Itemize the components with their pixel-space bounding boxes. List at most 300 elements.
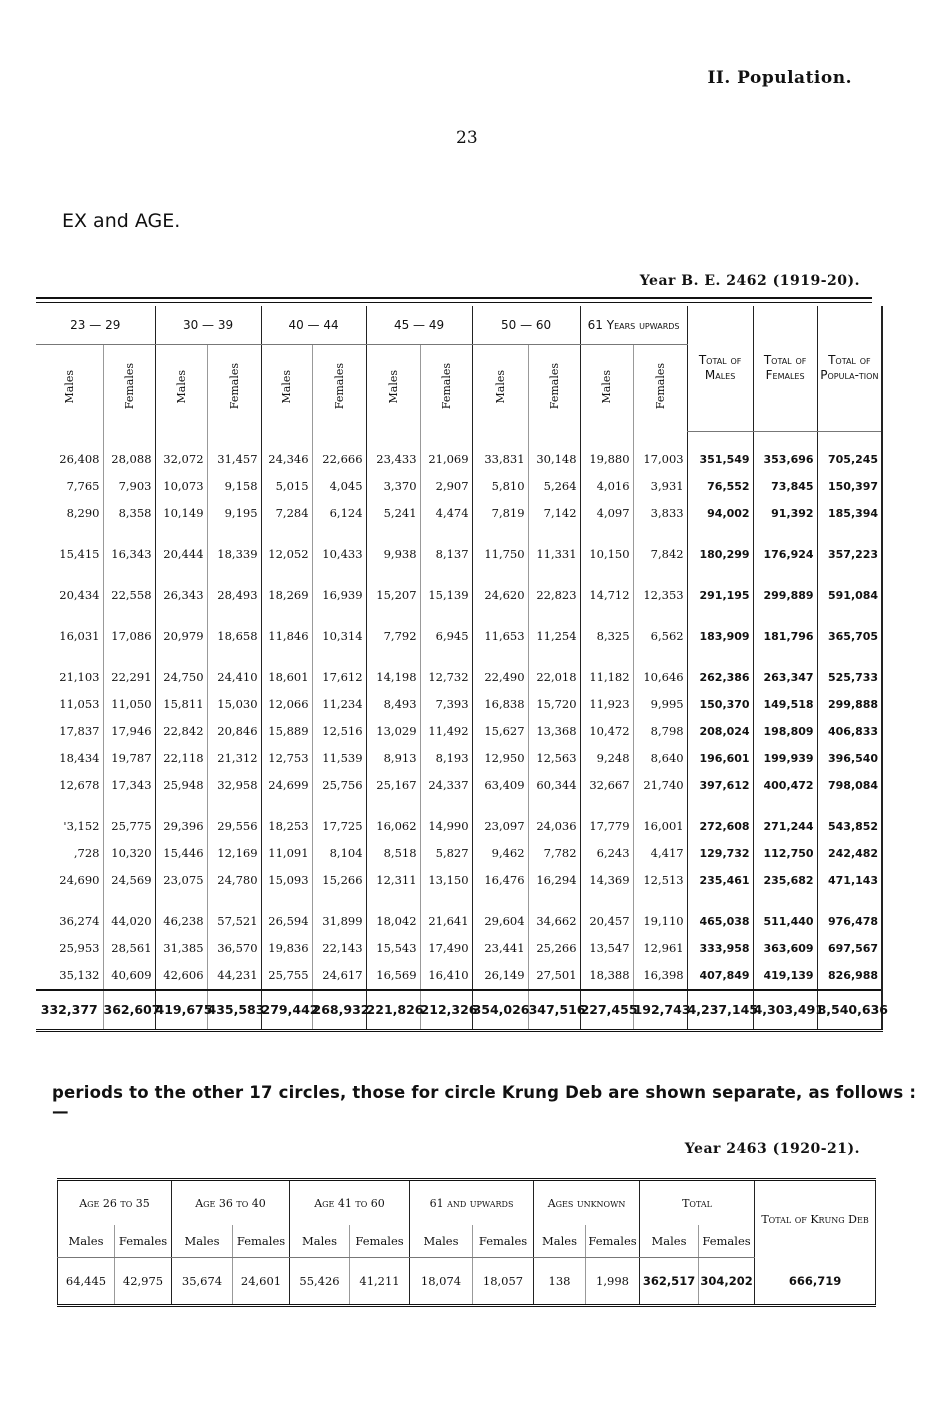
- table-cell: 10,320: [103, 840, 155, 867]
- females-header: Females: [122, 363, 136, 410]
- table-cell: 4,016: [580, 473, 633, 500]
- table-cell: 183,909: [687, 609, 753, 650]
- table-cell: 18,434: [36, 745, 103, 772]
- grand-total-cell: 435,583: [207, 990, 261, 1031]
- table-cell: 18,601: [261, 650, 312, 691]
- table-cell: 36,274: [36, 894, 103, 935]
- table-cell: '3,152: [36, 799, 103, 840]
- table-cell: 181,796: [753, 609, 817, 650]
- table-cell: 12,950: [472, 745, 528, 772]
- table-cell: 76,552: [687, 473, 753, 500]
- table-cell: 6,243: [580, 840, 633, 867]
- table-cell: 10,433: [312, 527, 366, 568]
- table-cell: 15,415: [36, 527, 103, 568]
- table-cell: 9,248: [580, 745, 633, 772]
- table-cell: 23,441: [472, 935, 528, 962]
- age-group-header: 61 Years upwards: [580, 306, 687, 345]
- age-61-up-header: 61 and upwards: [410, 1180, 534, 1226]
- table-cell: 400,472: [753, 772, 817, 799]
- table-cell: 8,325: [580, 609, 633, 650]
- table-cell: 20,434: [36, 568, 103, 609]
- table-cell: 18,388: [580, 962, 633, 990]
- table-row: [36, 473, 882, 500]
- table-cell: 291,195: [687, 568, 753, 609]
- total-population-header: Total of Popula-tion: [817, 306, 882, 431]
- table-cell: 12,563: [528, 745, 580, 772]
- table1-body: [36, 431, 888, 1030]
- table-cell: 24,780: [207, 867, 261, 894]
- table-cell: 363,609: [753, 935, 817, 962]
- table-cell: 13,368: [528, 718, 580, 745]
- table-cell: 199,939: [753, 745, 817, 772]
- table-cell: 272,608: [687, 799, 753, 840]
- table-cell: 19,787: [103, 745, 155, 772]
- value-cell: 42,975: [115, 1258, 172, 1306]
- table-cell: 12,066: [261, 691, 312, 718]
- table-cell: 365,705: [817, 609, 882, 650]
- grand-total-cell: 4,303,491: [753, 990, 817, 1031]
- table-cell: 35,132: [36, 962, 103, 990]
- table-cell: 31,457: [207, 431, 261, 473]
- table-cell: 4,097: [580, 500, 633, 527]
- table-cell: 11,923: [580, 691, 633, 718]
- table-cell: 826,988: [817, 962, 882, 990]
- table-cell: 17,490: [420, 935, 472, 962]
- table-cell: 17,725: [312, 799, 366, 840]
- table-cell: 17,946: [103, 718, 155, 745]
- table-cell: 22,490: [472, 650, 528, 691]
- table-cell: 21,103: [36, 650, 103, 691]
- table-cell: 7,842: [633, 527, 687, 568]
- males-header: Males: [600, 369, 614, 404]
- page-number: 23: [456, 128, 478, 148]
- table-cell: 27,501: [528, 962, 580, 990]
- grand-total-cell: 4,237,145: [687, 990, 753, 1031]
- table-row: [36, 718, 882, 745]
- table-cell: 129,732: [687, 840, 753, 867]
- value-cell: 1,998: [586, 1258, 640, 1306]
- table-cell: 3,370: [366, 473, 420, 500]
- table-cell: 697,567: [817, 935, 882, 962]
- table-cell: 2,907: [420, 473, 472, 500]
- females-header: Females: [227, 363, 241, 410]
- table-cell: 94,002: [687, 500, 753, 527]
- males-header: Males: [386, 369, 400, 404]
- table-row: [36, 799, 882, 840]
- table-cell: 511,440: [753, 894, 817, 935]
- table-cell: 16,410: [420, 962, 472, 990]
- table-cell: 8,798: [633, 718, 687, 745]
- table-cell: 6,124: [312, 500, 366, 527]
- value-cell: 138: [534, 1258, 586, 1306]
- table-cell: 20,457: [580, 894, 633, 935]
- males-subheader: Males: [410, 1225, 473, 1258]
- table-cell: 17,343: [103, 772, 155, 799]
- males-subheader: Males: [58, 1225, 115, 1258]
- table-cell: 5,015: [261, 473, 312, 500]
- table-cell: 7,782: [528, 840, 580, 867]
- table-cell: 12,311: [366, 867, 420, 894]
- table-row: [36, 867, 882, 894]
- table-cell: 19,880: [580, 431, 633, 473]
- table-cell: 16,569: [366, 962, 420, 990]
- table-cell: 262,386: [687, 650, 753, 691]
- table-cell: 23,097: [472, 799, 528, 840]
- table-cell: 4,474: [420, 500, 472, 527]
- age-group-header: 45 — 49: [366, 306, 472, 345]
- table-cell: 11,091: [261, 840, 312, 867]
- females-header: Females: [439, 363, 453, 410]
- table-cell: 21,069: [420, 431, 472, 473]
- table-cell: 396,540: [817, 745, 882, 772]
- table-cell: 6,562: [633, 609, 687, 650]
- table-row: [36, 894, 882, 935]
- table-cell: 20,979: [155, 609, 207, 650]
- table-cell: 28,493: [207, 568, 261, 609]
- table-cell: 57,521: [207, 894, 261, 935]
- age-41-60-header: Age 41 to 60: [290, 1180, 410, 1226]
- table-cell: 17,086: [103, 609, 155, 650]
- table-row: [36, 935, 882, 962]
- table-cell: 465,038: [687, 894, 753, 935]
- table-cell: 24,620: [472, 568, 528, 609]
- table-cell: 24,699: [261, 772, 312, 799]
- table-cell: 30,148: [528, 431, 580, 473]
- table-cell: 8,290: [36, 500, 103, 527]
- age-group-header: 30 — 39: [155, 306, 261, 345]
- table-cell: 798,084: [817, 772, 882, 799]
- females-subheader: Females: [115, 1225, 172, 1258]
- table-cell: 25,756: [312, 772, 366, 799]
- table-cell: 32,667: [580, 772, 633, 799]
- table-cell: 26,343: [155, 568, 207, 609]
- table-cell: 29,556: [207, 799, 261, 840]
- table1-top-rule: [36, 297, 872, 299]
- table-cell: 7,393: [420, 691, 472, 718]
- table-row: [36, 568, 882, 609]
- table-cell: 14,712: [580, 568, 633, 609]
- table-cell: 60,344: [528, 772, 580, 799]
- table-cell: 10,149: [155, 500, 207, 527]
- table-cell: 149,518: [753, 691, 817, 718]
- value-cell: 55,426: [290, 1258, 350, 1306]
- table-cell: 24,337: [420, 772, 472, 799]
- table-row: [36, 650, 882, 691]
- table-cell: 299,888: [817, 691, 882, 718]
- table-cell: 208,024: [687, 718, 753, 745]
- table-cell: 150,370: [687, 691, 753, 718]
- table-cell: 24,036: [528, 799, 580, 840]
- table-cell: 25,167: [366, 772, 420, 799]
- grand-total-cell: 221,826: [366, 990, 420, 1031]
- females-subheader: Females: [473, 1225, 534, 1258]
- total-males-cell: 362,517: [640, 1258, 699, 1306]
- males-subheader: Males: [640, 1225, 699, 1258]
- table-cell: 12,516: [312, 718, 366, 745]
- table-cell: 34,662: [528, 894, 580, 935]
- females-header: Females: [547, 363, 561, 410]
- table-cell: 16,398: [633, 962, 687, 990]
- table-cell: 397,612: [687, 772, 753, 799]
- grand-total-cell: 354,026: [472, 990, 528, 1031]
- table-cell: 15,889: [261, 718, 312, 745]
- table-row: [36, 609, 882, 650]
- table-cell: 9,938: [366, 527, 420, 568]
- table-cell: 11,492: [420, 718, 472, 745]
- table-cell: 353,696: [753, 431, 817, 473]
- table-cell: 10,150: [580, 527, 633, 568]
- table-cell: 14,198: [366, 650, 420, 691]
- table-cell: 31,385: [155, 935, 207, 962]
- females-subheader: Females: [233, 1225, 290, 1258]
- table-cell: 21,312: [207, 745, 261, 772]
- table-cell: 17,003: [633, 431, 687, 473]
- table-row: [36, 962, 882, 990]
- table-cell: 4,417: [633, 840, 687, 867]
- ages-unknown-header: Ages unknown: [534, 1180, 640, 1226]
- total-krung-deb-cell: 666,719: [788, 1273, 842, 1288]
- table-cell: 25,755: [261, 962, 312, 990]
- table-cell: 23,433: [366, 431, 420, 473]
- table-cell: 22,823: [528, 568, 580, 609]
- table-cell: 8,518: [366, 840, 420, 867]
- grand-total-row: [36, 990, 882, 1031]
- table-cell: 10,314: [312, 609, 366, 650]
- table-cell: 13,029: [366, 718, 420, 745]
- males-header: Males: [493, 369, 507, 404]
- table-cell: 24,690: [36, 867, 103, 894]
- table-cell: 17,837: [36, 718, 103, 745]
- table-cell: 40,609: [103, 962, 155, 990]
- table-cell: 12,169: [207, 840, 261, 867]
- table-cell: 15,720: [528, 691, 580, 718]
- table-cell: 16,031: [36, 609, 103, 650]
- table-cell: 9,462: [472, 840, 528, 867]
- explanatory-sentence: periods to the other 17 circles, those for circle Krung Deb are shown separate, as follows :—: [52, 1083, 917, 1121]
- table-cell: 4,045: [312, 473, 366, 500]
- table-cell: 16,838: [472, 691, 528, 718]
- table-row: [36, 840, 882, 867]
- table-cell: 25,266: [528, 935, 580, 962]
- males-header: Males: [62, 369, 76, 404]
- grand-total-cell: 227,455: [580, 990, 633, 1031]
- table-cell: 17,612: [312, 650, 366, 691]
- table-cell: 15,207: [366, 568, 420, 609]
- table-cell: ,728: [36, 840, 103, 867]
- table-cell: 24,569: [103, 867, 155, 894]
- table-cell: 9,158: [207, 473, 261, 500]
- age-26-35-header: Age 26 to 35: [58, 1180, 172, 1226]
- table-cell: 32,958: [207, 772, 261, 799]
- table-cell: 9,995: [633, 691, 687, 718]
- males-header: Males: [174, 369, 188, 404]
- table-cell: 13,547: [580, 935, 633, 962]
- table-cell: 407,849: [687, 962, 753, 990]
- table-cell: 26,594: [261, 894, 312, 935]
- table-cell: 18,658: [207, 609, 261, 650]
- table-cell: 28,088: [103, 431, 155, 473]
- table-row: [36, 527, 882, 568]
- table-cell: 11,234: [312, 691, 366, 718]
- males-subheader: Males: [290, 1225, 350, 1258]
- table-cell: 419,139: [753, 962, 817, 990]
- table-cell: 242,482: [817, 840, 882, 867]
- table-cell: 8,493: [366, 691, 420, 718]
- table-cell: 16,343: [103, 527, 155, 568]
- table-cell: 16,939: [312, 568, 366, 609]
- table-cell: 24,346: [261, 431, 312, 473]
- age-36-40-header: Age 36 to 40: [172, 1180, 290, 1226]
- table-cell: 63,409: [472, 772, 528, 799]
- females-header: Females: [653, 363, 667, 410]
- table-cell: 91,392: [753, 500, 817, 527]
- table-cell: 21,740: [633, 772, 687, 799]
- table-cell: 16,476: [472, 867, 528, 894]
- table-cell: 22,842: [155, 718, 207, 745]
- section-title: II. Population.: [707, 68, 852, 88]
- table-cell: 5,827: [420, 840, 472, 867]
- table-cell: 18,339: [207, 527, 261, 568]
- table-cell: 11,750: [472, 527, 528, 568]
- table-cell: 15,811: [155, 691, 207, 718]
- table-cell: 12,678: [36, 772, 103, 799]
- table-cell: 32,072: [155, 431, 207, 473]
- table-cell: 180,299: [687, 527, 753, 568]
- table-cell: 12,753: [261, 745, 312, 772]
- page-heading: EX and AGE.: [62, 210, 181, 232]
- table-cell: 7,142: [528, 500, 580, 527]
- table-cell: 36,570: [207, 935, 261, 962]
- table-cell: 3,931: [633, 473, 687, 500]
- grand-total-cell: 8,540,636: [817, 990, 882, 1031]
- table-row: [36, 691, 882, 718]
- table-cell: 22,018: [528, 650, 580, 691]
- table-cell: 24,750: [155, 650, 207, 691]
- table-cell: 8,913: [366, 745, 420, 772]
- table-cell: 7,903: [103, 473, 155, 500]
- table-cell: 16,062: [366, 799, 420, 840]
- table-cell: 15,093: [261, 867, 312, 894]
- year-label-1919: Year B. E. 2462 (1919-20).: [639, 273, 860, 289]
- table-cell: 18,253: [261, 799, 312, 840]
- table-cell: 10,472: [580, 718, 633, 745]
- table-cell: 333,958: [687, 935, 753, 962]
- table-cell: 176,924: [753, 527, 817, 568]
- table-cell: 351,549: [687, 431, 753, 473]
- table-cell: 25,775: [103, 799, 155, 840]
- total-females-cell: 304,202: [699, 1258, 755, 1306]
- table1-top-rule-inner: [36, 302, 872, 303]
- table-cell: 8,137: [420, 527, 472, 568]
- table-cell: 185,394: [817, 500, 882, 527]
- table-cell: 12,513: [633, 867, 687, 894]
- table-cell: 235,461: [687, 867, 753, 894]
- table-cell: 525,733: [817, 650, 882, 691]
- table-cell: 26,149: [472, 962, 528, 990]
- table-cell: 3,833: [633, 500, 687, 527]
- grand-total-cell: 212,326: [420, 990, 472, 1031]
- total-females-header: Total of Females: [753, 306, 817, 431]
- table-cell: 196,601: [687, 745, 753, 772]
- table-cell: 22,291: [103, 650, 155, 691]
- table-cell: 471,143: [817, 867, 882, 894]
- table-cell: 22,666: [312, 431, 366, 473]
- grand-total-cell: 192,743: [633, 990, 687, 1031]
- table-cell: 12,961: [633, 935, 687, 962]
- table-cell: 22,118: [155, 745, 207, 772]
- grand-total-cell: 362,607: [103, 990, 155, 1031]
- table-cell: 24,410: [207, 650, 261, 691]
- table-cell: 19,110: [633, 894, 687, 935]
- table-cell: 46,238: [155, 894, 207, 935]
- table-cell: 235,682: [753, 867, 817, 894]
- table-row: [36, 431, 882, 473]
- value-cell: 18,074: [410, 1258, 473, 1306]
- table-row: [36, 772, 882, 799]
- table-cell: 406,833: [817, 718, 882, 745]
- grand-total-cell: 279,442: [261, 990, 312, 1031]
- table-cell: 21,641: [420, 894, 472, 935]
- table-cell: 19,836: [261, 935, 312, 962]
- table-cell: 112,750: [753, 840, 817, 867]
- grand-total-cell: 332,377: [36, 990, 103, 1031]
- females-subheader: Females: [586, 1225, 640, 1258]
- table-cell: 8,193: [420, 745, 472, 772]
- table-cell: 44,020: [103, 894, 155, 935]
- total-krung-deb-header: Total of Krung Deb: [761, 1212, 869, 1226]
- table-cell: 357,223: [817, 527, 882, 568]
- grand-total-cell: 347,516: [528, 990, 580, 1031]
- grand-total-cell: 268,932: [312, 990, 366, 1031]
- value-cell: 18,057: [473, 1258, 534, 1306]
- table-cell: 11,254: [528, 609, 580, 650]
- age-group-header: 40 — 44: [261, 306, 366, 345]
- table-cell: 10,646: [633, 650, 687, 691]
- value-cell: 41,211: [350, 1258, 410, 1306]
- table-cell: 20,846: [207, 718, 261, 745]
- grand-total-cell: 419,675: [155, 990, 207, 1031]
- year-label-1920: Year 2463 (1920-21).: [684, 1141, 860, 1157]
- table-cell: 271,244: [753, 799, 817, 840]
- table-cell: 14,990: [420, 799, 472, 840]
- table-cell: 15,446: [155, 840, 207, 867]
- table-cell: 6,945: [420, 609, 472, 650]
- total-header: Total: [640, 1180, 755, 1226]
- table-cell: 15,266: [312, 867, 366, 894]
- table-cell: 44,231: [207, 962, 261, 990]
- table-cell: 11,053: [36, 691, 103, 718]
- table-cell: 33,831: [472, 431, 528, 473]
- table-row: [36, 500, 882, 527]
- table-cell: 7,819: [472, 500, 528, 527]
- table-cell: 16,294: [528, 867, 580, 894]
- table-cell: 22,143: [312, 935, 366, 962]
- table-cell: 15,030: [207, 691, 261, 718]
- females-subheader: Females: [699, 1225, 755, 1258]
- females-header: Females: [332, 363, 346, 410]
- value-cell: 35,674: [172, 1258, 233, 1306]
- table-cell: 5,264: [528, 473, 580, 500]
- table-cell: 11,653: [472, 609, 528, 650]
- table-cell: 18,042: [366, 894, 420, 935]
- table-cell: 12,052: [261, 527, 312, 568]
- table-cell: 198,809: [753, 718, 817, 745]
- table-cell: 8,358: [103, 500, 155, 527]
- table-cell: 12,353: [633, 568, 687, 609]
- value-cell: 64,445: [58, 1258, 115, 1306]
- table-cell: 591,084: [817, 568, 882, 609]
- males-subheader: Males: [534, 1225, 586, 1258]
